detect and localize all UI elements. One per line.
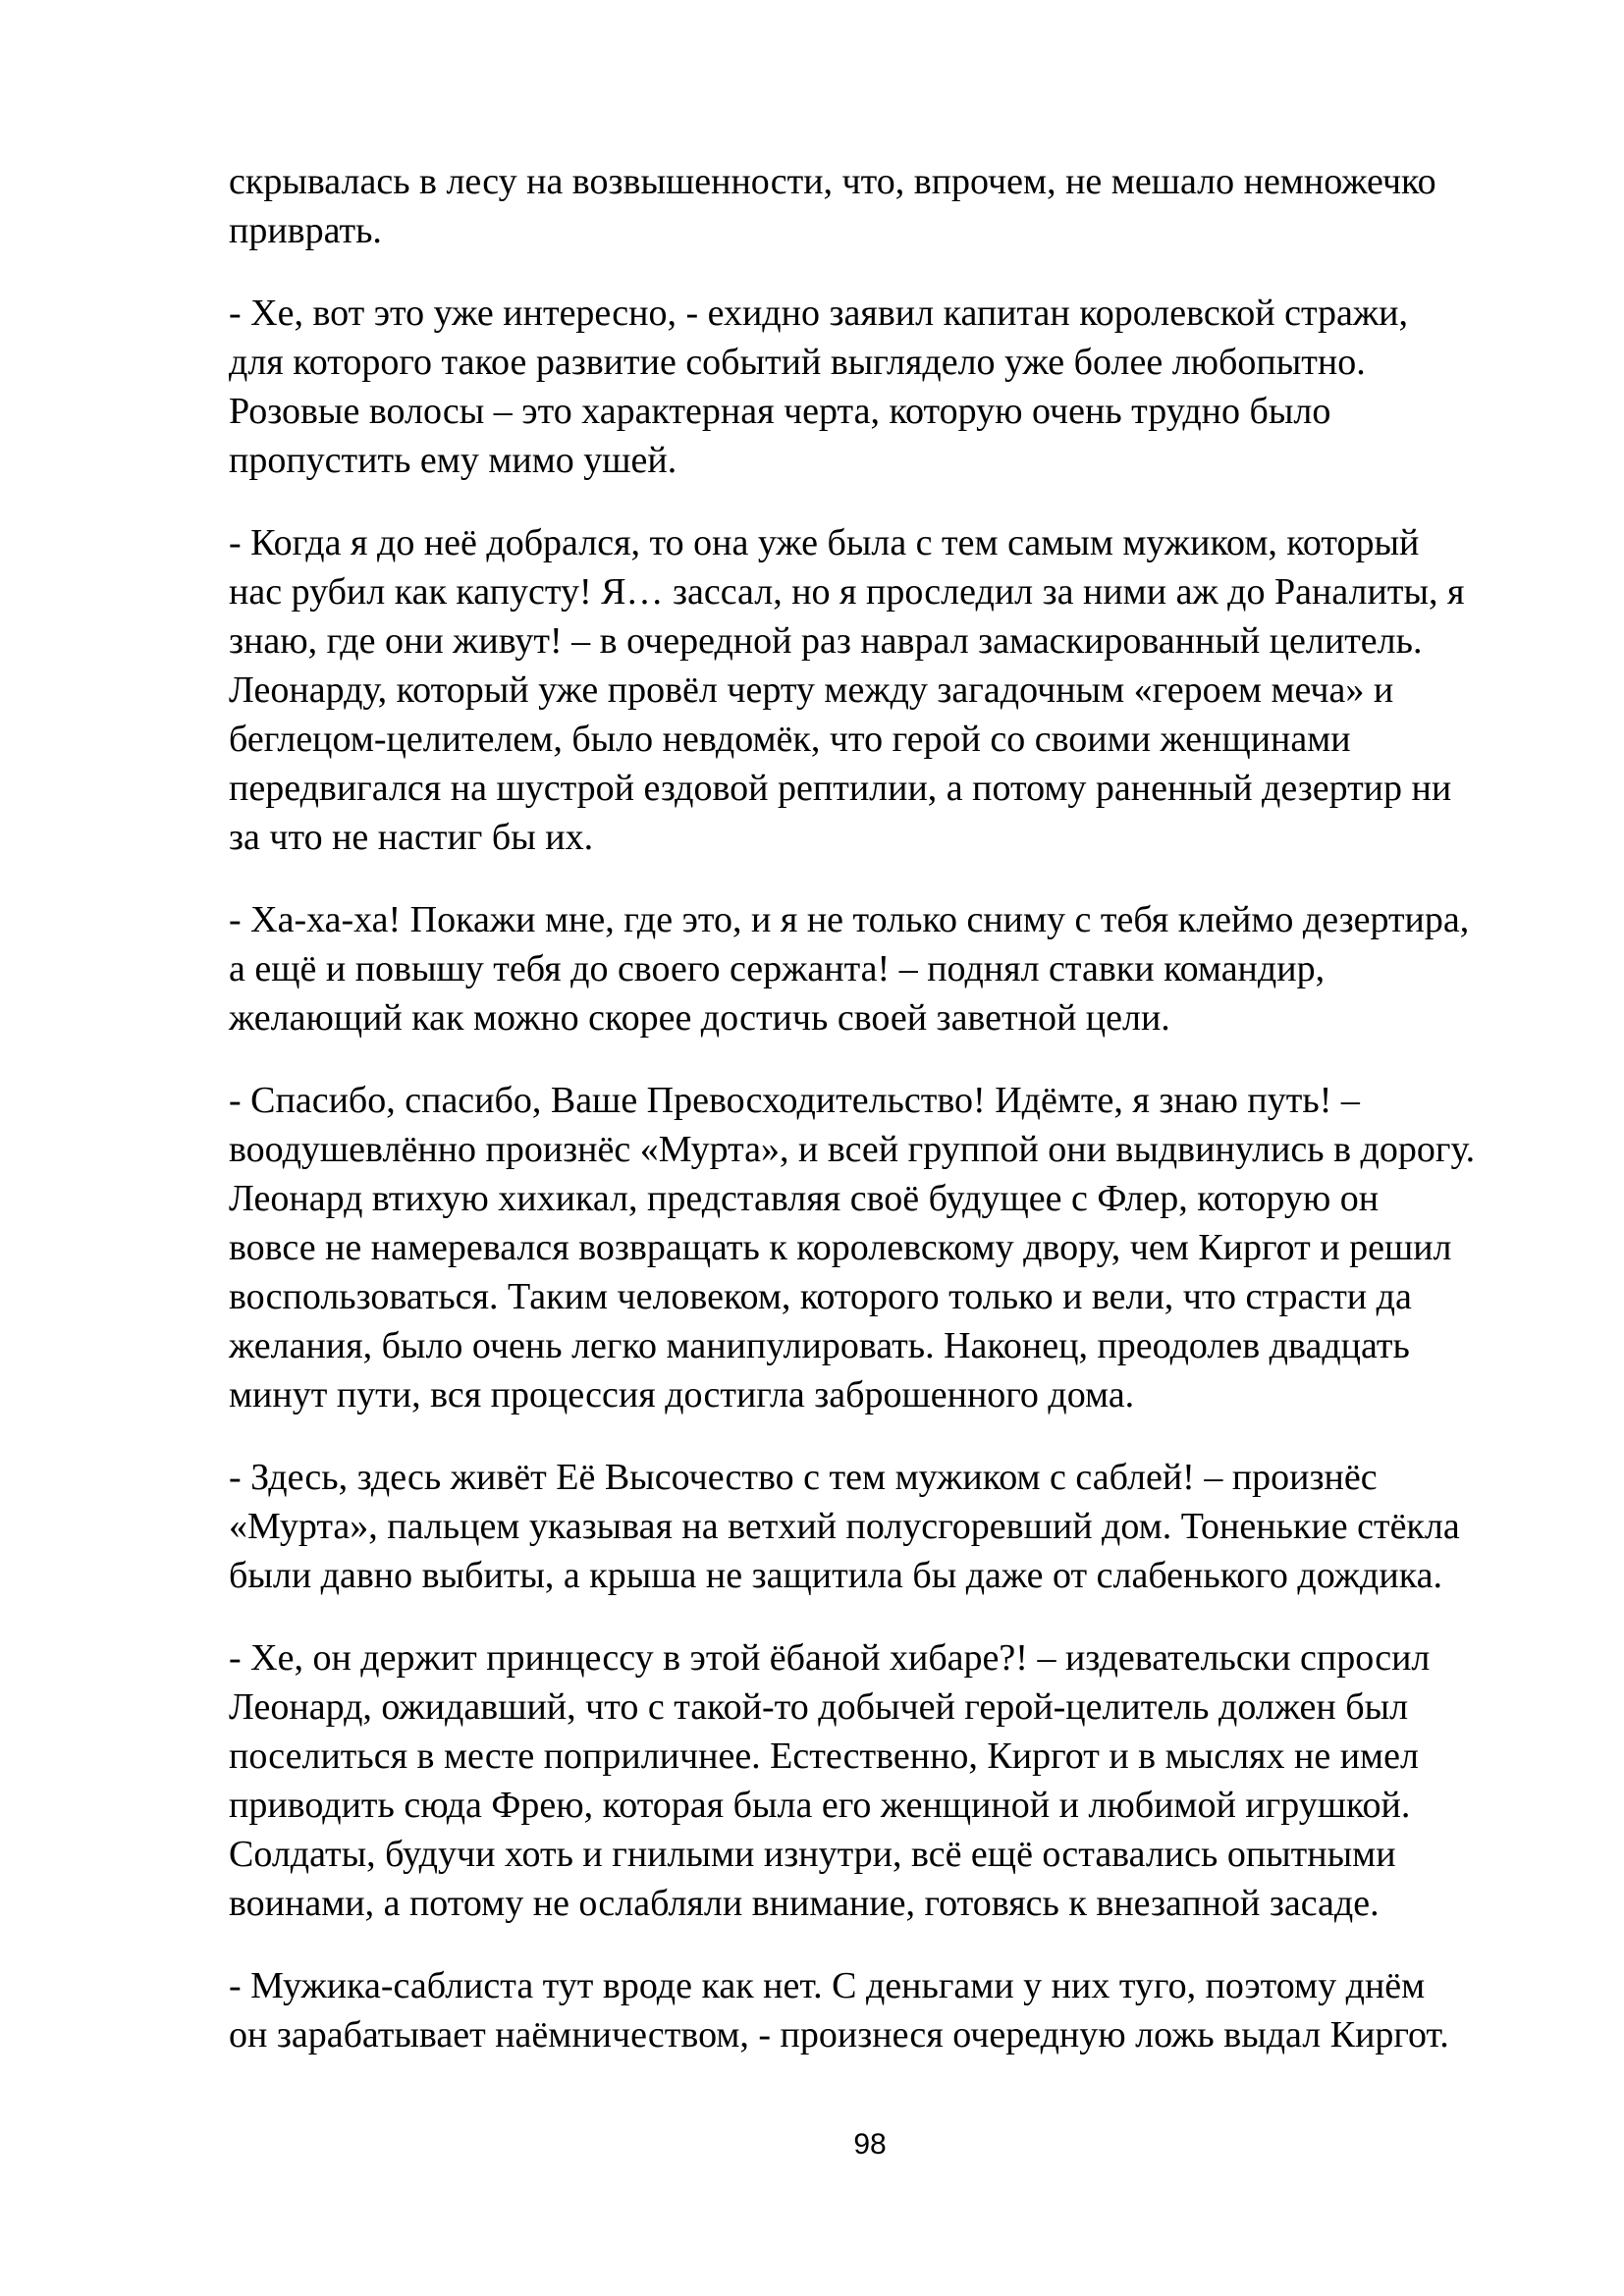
text-line: были давно выбиты, а крыша не защитила бы даже от слабенького дождика. — [229, 1555, 1442, 1596]
page-number: 98 — [853, 2128, 887, 2161]
text-paragraph — [229, 1633, 1495, 1928]
text-line: Розовые волосы – это характерная черта, которую очень трудно было — [229, 391, 1331, 432]
text-line: знаю, где они живут! – в очередной раз наврал замаскированный целитель. — [229, 620, 1423, 662]
text-line: - Когда я до неё добрался, то она уже была с тем самым мужиком, который — [229, 522, 1420, 563]
text-line: желания, было очень легко манипулировать. Наконец, преодолев двадцать — [229, 1325, 1410, 1366]
text-line: - Ха-ха-ха! Покажи мне, где это, и я не только сниму с тебя клеймо дезертира, — [229, 899, 1470, 940]
text-line: нас рубил как капусту! Я… зассал, но я проследил за ними аж до Раналиты, я — [229, 571, 1465, 613]
text-paragraph — [229, 1453, 1495, 1600]
text-line: пропустить ему мимо ушей. — [229, 440, 677, 481]
text-line: а ещё и повышу тебя до своего сержанта! – поднял ставки командир, — [229, 948, 1326, 989]
text-line: - Хе, он держит принцессу в этой ёбаной хибаре?! – издевательски спросил — [229, 1637, 1431, 1679]
text-line: - Мужика-саблиста тут вроде как нет. С деньгами у них туго, поэтому днём — [229, 1965, 1426, 2006]
text-line: - Хе, вот это уже интересно, - ехидно заявил капитан королевской стражи, — [229, 293, 1408, 334]
text-line: «Мурта», пальцем указывая на ветхий полусгоревший дом. Тоненькие стёкла — [229, 1506, 1460, 1547]
text-line: воодушевлённо произнёс «Мурта», и всей группой они выдвинулись в дорогу. — [229, 1129, 1476, 1170]
text-line: Солдаты, будучи хоть и гнилыми изнутри, всё ещё оставались опытными — [229, 1834, 1396, 1875]
text-line: скрывалась в лесу на возвышенности, что, впрочем, не мешало немножечко — [229, 161, 1436, 202]
text-line: приводить сюда Фрею, которая была его женщиной и любимой игрушкой. — [229, 1785, 1411, 1826]
text-line: передвигался на шустрой ездовой рептилии, а потому раненный дезертир ни — [229, 768, 1452, 809]
text-line: за что не настиг бы их. — [229, 817, 594, 858]
text-line: минут пути, вся процессия достигла заброшенного дома. — [229, 1374, 1135, 1415]
text-paragraph — [229, 157, 1495, 255]
text-line: воспользоваться. Таким человеком, которого только и вели, что страсти да — [229, 1276, 1412, 1317]
text-line: желающий как можно скорее достичь своей заветной цели. — [229, 997, 1170, 1039]
document-text — [229, 157, 1495, 2059]
text-line: - Спасибо, спасибо, Ваше Превосходительство! Идёмте, я знаю путь! – — [229, 1080, 1360, 1121]
text-line: воинами, а потому не ослабляли внимание, готовясь к внезапной засаде. — [229, 1883, 1380, 1924]
text-line: Леонард, ожидавший, что с такой-то добычей герой-целитель должен был — [229, 1686, 1409, 1728]
text-line: для которого такое развитие событий выглядело уже более любопытно. — [229, 342, 1366, 383]
text-line: он зарабатывает наёмничеством, - произнеся очередную ложь выдал Киргот. — [229, 2014, 1449, 2056]
text-paragraph — [229, 1961, 1495, 2059]
text-paragraph — [229, 895, 1495, 1042]
text-line: приврать. — [229, 210, 382, 251]
text-line: Леонард втихую хихикал, представляя своё будущее с Флер, которую он — [229, 1178, 1380, 1219]
text-line: беглецом-целителем, было невдомёк, что герой со своими женщинами — [229, 719, 1351, 760]
text-paragraph — [229, 518, 1495, 862]
text-paragraph — [229, 289, 1495, 485]
text-line: - Здесь, здесь живёт Её Высочество с тем мужиком с саблей! – произнёс — [229, 1457, 1378, 1498]
text-paragraph — [229, 1076, 1495, 1419]
text-line: вовсе не намеревался возвращать к королевскому двору, чем Киргот и решил — [229, 1227, 1452, 1268]
text-line: поселиться в месте поприличнее. Естественно, Киргот и в мыслях не имел — [229, 1735, 1419, 1777]
text-line: Леонарду, который уже провёл черту между загадочным «героем меча» и — [229, 669, 1394, 711]
